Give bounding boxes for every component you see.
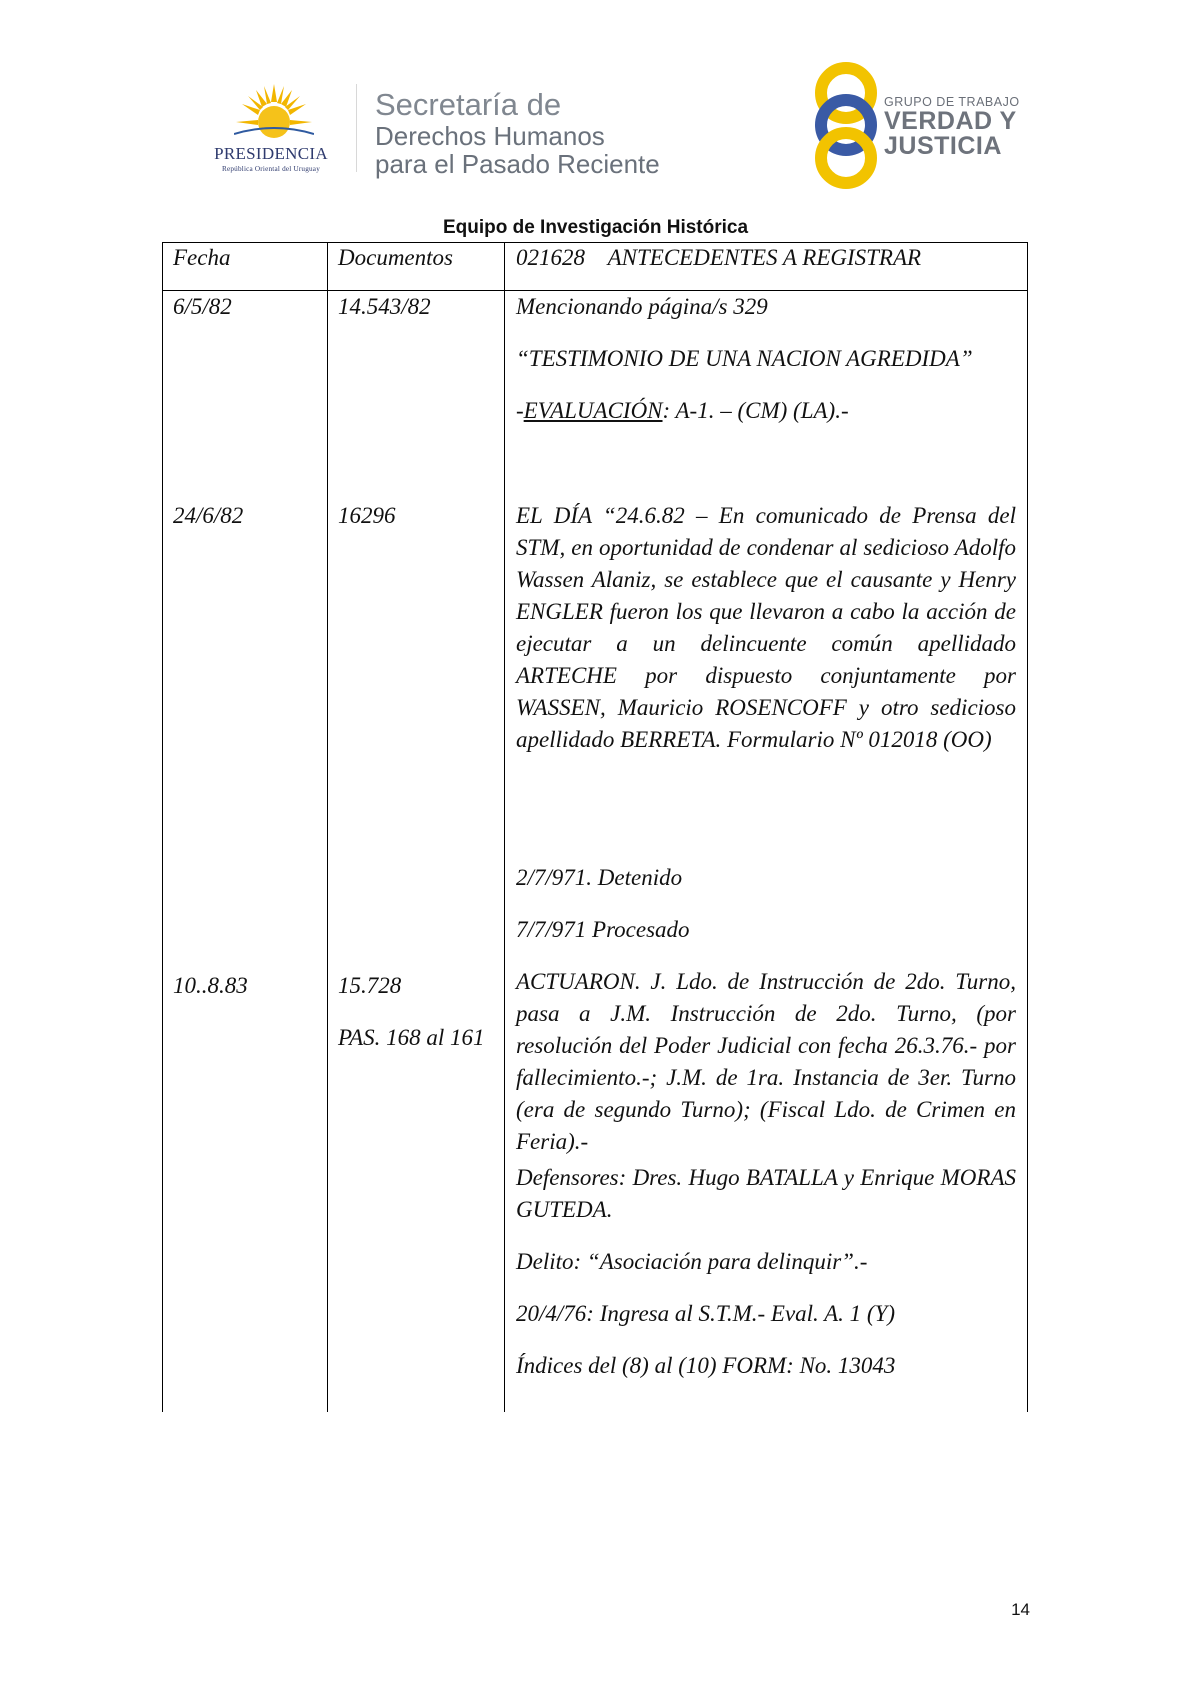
row2-comunicado: EL DÍA “24.6.82 – En comunicado de Prensa del STM, en oportunidad de condenar al sedicioso Adolfo Wassen Alaniz, se establece que el causante y Henry ENGLER fueron los que llevaron a cabo la acción de ejecutar a un delincuente común apellidado ARTECHE por dispuesto conjuntamente por WASSEN, Mauricio ROSENCOFF y otro sedicioso apellidado BERRETA. Formulario Nº 012018 (OO): [516, 503, 1016, 752]
secretaria-line2: Derechos Humanos: [375, 121, 605, 151]
header-antecedentes: 021628 ANTECEDENTES A REGISTRAR: [516, 245, 922, 270]
presidencia-name: PRESIDENCIA: [214, 144, 328, 163]
col-divider-1: [327, 242, 328, 1412]
row3-pas: PAS. 168 al 161: [338, 1025, 485, 1050]
row1-documento: 14.543/82: [338, 294, 431, 319]
row3-defensores: Defensores: Dres. Hugo BATALLA y Enrique MORAS GUTEDA.: [516, 1165, 1016, 1222]
row1-antecedentes: [516, 291, 1016, 447]
eval-value: : A-1. – (CM) (LA).-: [662, 398, 849, 423]
row1-fecha: 6/5/82: [173, 294, 232, 319]
secretaria-line1: Secretaría de: [375, 87, 562, 122]
row2-fecha: 24/6/82: [173, 503, 244, 528]
row3-documento: 15.728: [338, 973, 402, 998]
row3-ingresa: 20/4/76: Ingresa al S.T.M.- Eval. A. 1 (Y): [516, 1301, 896, 1326]
left-border: [162, 242, 163, 1412]
row1-testimonio: “TESTIMONIO DE UNA NACION AGREDIDA”: [516, 346, 973, 371]
col-divider-2: [504, 242, 505, 1412]
logo-divider: [356, 84, 357, 172]
row2-documento: 16296: [338, 503, 396, 528]
presidencia-logo: [196, 82, 346, 174]
grupo-line2: VERDAD Y: [884, 107, 1017, 135]
row2-detenido: 2/7/971. Detenido: [516, 865, 683, 890]
eval-prefix: -: [516, 398, 524, 423]
row1-evaluacion: [516, 395, 1016, 427]
row2-procesado: 7/7/971 Procesado: [516, 917, 690, 942]
sun-emblem-icon: [234, 82, 314, 142]
row3-actuaron: ACTUARON. J. Ldo. de Instrucción de 2do. Turno, pasa a J.M. Instrucción de 2do. Turno, (por resolución del Poder Judicial con fecha 26.3.76.- por fallecimiento.-; J.M. de 1ra. Instancia de 3er. Turno (era de segundo Turno); (Fiscal Ldo. de Crimen en Feria).-: [516, 969, 1016, 1154]
secretaria-logo-text: [375, 88, 660, 178]
presidencia-subtitle: República Oriental del Uruguay: [221, 165, 320, 173]
grupo-line1: GRUPO DE TRABAJO: [884, 95, 1020, 109]
row3-indices: Índices del (8) al (10) FORM: No. 13043: [516, 1353, 896, 1378]
row3-fecha: 10..8.83: [173, 973, 248, 998]
right-border: [1027, 242, 1028, 1412]
row3-delito: Delito: “Asociación para delinquir”.-: [516, 1249, 868, 1274]
grupo-trabajo-text: [884, 95, 1020, 159]
document-title: Equipo de Investigación Histórica: [442, 217, 749, 238]
records-table: [162, 242, 1028, 1412]
grupo-line3: JUSTICIA: [884, 132, 1002, 160]
header-documentos: Documentos: [338, 245, 453, 270]
eval-label: EVALUACIÓN: [523, 398, 663, 423]
secretaria-line3: para el Pasado Reciente: [375, 149, 660, 179]
header-fecha: Fecha: [173, 245, 231, 270]
row1-mencion: Mencionando página/s 329: [516, 294, 768, 319]
page-number: 14: [1011, 1600, 1030, 1619]
